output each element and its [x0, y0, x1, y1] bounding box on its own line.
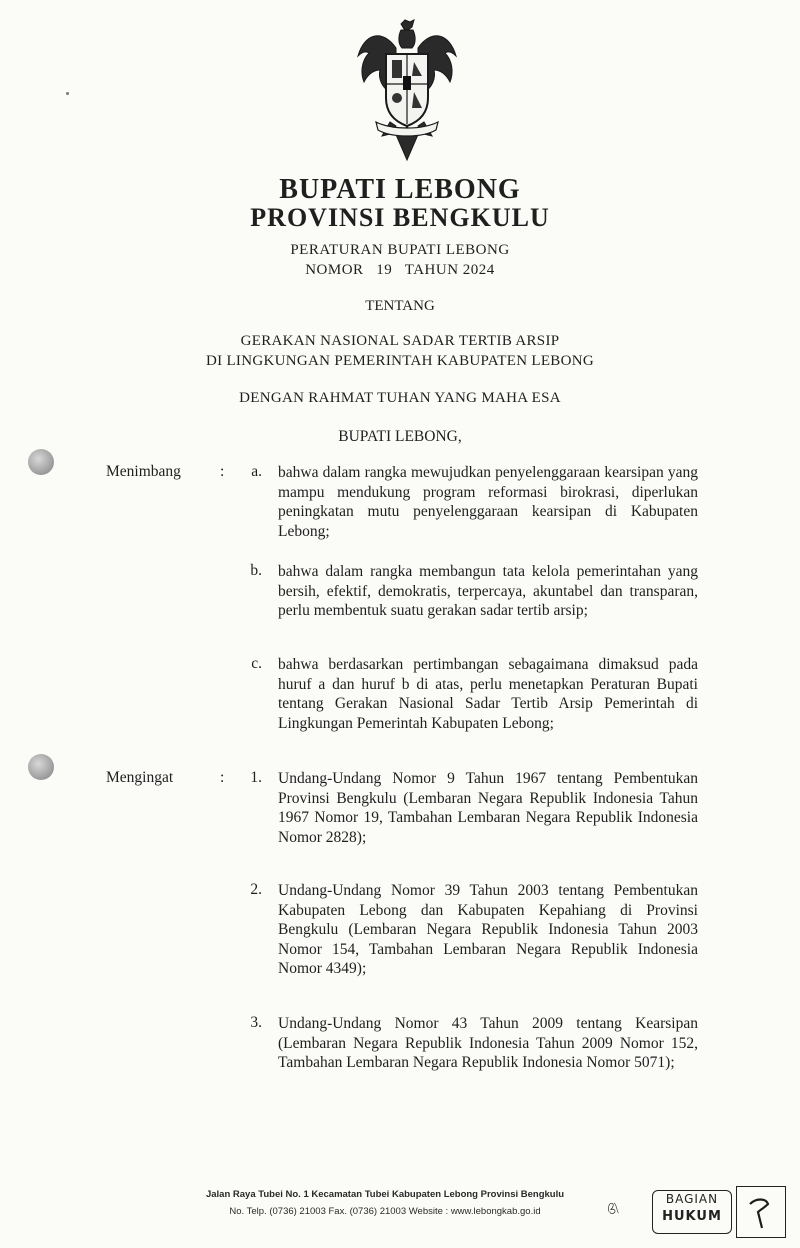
- mengingat-item-1: Undang-Undang Nomor 9 Tahun 1967 tentang Pembentukan Provinsi Bengkulu (Lembaran Negara Republik Indonesia Tahun 1967 Nomor 19, Tambahan Lembaran Negara Republik Indonesia Nomor 2828);: [278, 770, 698, 846]
- menimbang-item-b: bahwa dalam rangka membangun tata kelola pemerintahan yang bersih, efektif, demokratis, terpercaya, akuntabel dan transparan, perlu membentuk suatu gerakan sadar tertib arsip;: [278, 563, 698, 620]
- garuda-pancasila-emblem: [352, 18, 462, 166]
- mengingat-marker-3: 3.: [250, 1014, 262, 1031]
- footer-contact: No. Telp. (0736) 21003 Fax. (0736) 21003 Website : www.lebongkab.go.id: [229, 1206, 541, 1217]
- regent-line: BUPATI LEBONG,: [338, 428, 462, 445]
- menimbang-marker-c: c.: [251, 655, 262, 672]
- mengingat-item-3: Undang-Undang Nomor 43 Tahun 2009 tentang Kearsipan (Lembaran Negara Republik Indonesia Tahun 2009 Nomor 152, Tambahan Lembaran Negara Republik Indonesia Nomor 5071);: [278, 1015, 698, 1072]
- mengingat-marker-1: 1.: [250, 769, 262, 786]
- stamp-line-1: BAGIAN: [665, 1192, 719, 1206]
- menimbang-item-c: bahwa berdasarkan pertimbangan sebagaimana dimaksud pada huruf a dan huruf b di atas, perlu menetapkan Peraturan Bupati tentang Gerakan Nasional Sadar Tertib Arsip Pemerintah di Lingkungan Pemerintah Kabupaten Lebong;: [278, 656, 698, 732]
- blessing-line: DENGAN RAHMAT TUHAN YANG MAHA ESA: [239, 390, 561, 406]
- paraf-initial: [742, 1192, 778, 1232]
- mengingat-colon: :: [220, 769, 225, 786]
- regulation-number: NOMOR 19 TAHUN 2024: [305, 262, 495, 278]
- footer-address: Jalan Raya Tubei No. 1 Kecamatan Tubei Kabupaten Lebong Provinsi Bengkulu: [205, 1189, 565, 1200]
- punch-hole-top: [28, 449, 54, 475]
- menimbang-marker-a: a.: [251, 463, 262, 480]
- initial-signature: [606, 1182, 656, 1234]
- subject-line-2: DI LINGKUNGAN PEMERINTAH KABUPATEN LEBONG: [205, 353, 595, 369]
- paper-speck: [66, 92, 69, 95]
- province-title: PROVINSI BENGKULU: [250, 203, 550, 232]
- mengingat-label: Mengingat: [106, 769, 174, 786]
- menimbang-item-a: bahwa dalam rangka mewujudkan penyelenggaraan kearsipan yang mampu mendukung program reformasi birokrasi, diperlukan peningkatan mutu penyelenggaraan kearsipan di Kabupaten Lebong;: [278, 464, 698, 540]
- mengingat-marker-2: 2.: [250, 881, 262, 898]
- menimbang-label: Menimbang: [106, 463, 181, 480]
- stamp-line-2: HUKUM: [662, 1209, 722, 1224]
- regulation-type: PERATURAN BUPATI LEBONG: [290, 242, 510, 258]
- tentang-heading: TENTANG: [365, 298, 435, 314]
- punch-hole-bottom: [28, 754, 54, 780]
- menimbang-marker-b: b.: [250, 562, 262, 579]
- subject-line-1: GERAKAN NASIONAL SADAR TERTIB ARSIP: [240, 333, 560, 349]
- document-title: BUPATI LEBONG: [279, 174, 521, 205]
- menimbang-colon: :: [220, 463, 225, 480]
- mengingat-item-2: Undang-Undang Nomor 39 Tahun 2003 tentang Pembentukan Kabupaten Lebong dan Kabupaten Kepahiang di Provinsi Bengkulu (Lembaran Negara Republik Indonesia Tahun 2003 Nomor 154, Tambahan Lembaran Negara Republik Indonesia Nomor 4349);: [278, 882, 698, 978]
